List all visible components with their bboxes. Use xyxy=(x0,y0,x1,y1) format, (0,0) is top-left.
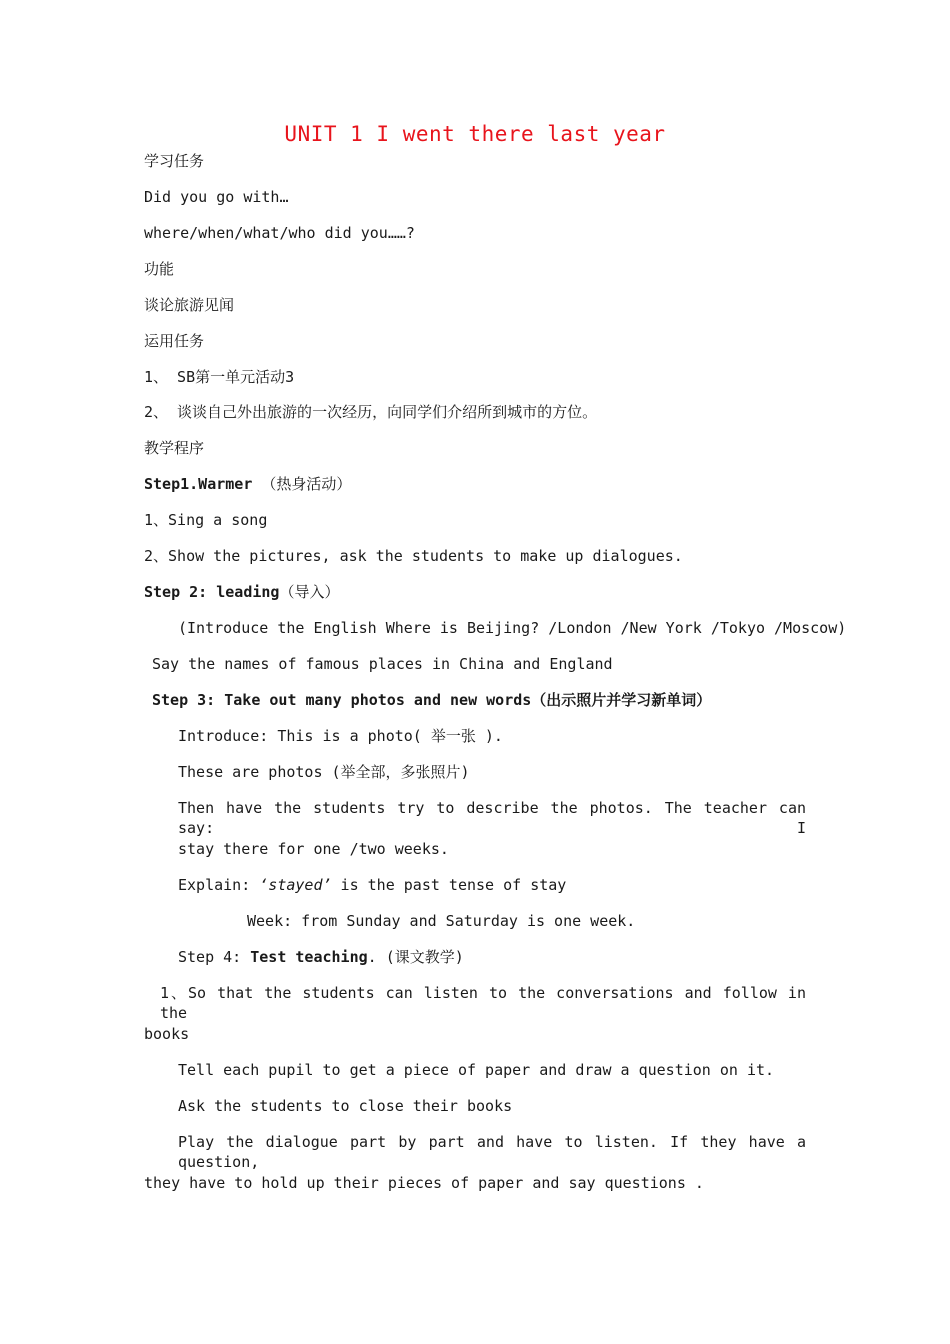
task-line-1: Did you go with… xyxy=(144,188,289,206)
function-heading: 功能 xyxy=(144,260,175,278)
step4-prefix: Step 4: xyxy=(178,948,251,966)
procedure-heading: 教学程序 xyxy=(144,439,205,457)
use-item-1: 1、 SB第一单元活动3 xyxy=(144,368,295,386)
step3-explain-word: ‘stayed’ xyxy=(259,876,332,894)
task-heading: 学习任务 xyxy=(144,152,205,170)
step4-item-1-line-2: books xyxy=(144,1025,190,1043)
step1-note: （热身活动） xyxy=(252,475,352,493)
step4-heading xyxy=(178,947,464,967)
step1-item-1: 1、Sing a song xyxy=(144,511,268,529)
step1-heading xyxy=(144,474,351,494)
function-text: 谈论旅游见闻 xyxy=(144,296,235,314)
step3-introduce: Introduce: This is a photo( 举一张 ). xyxy=(178,727,503,745)
step3-explain-rest: is the past tense of stay xyxy=(331,876,567,894)
step3-explain xyxy=(178,875,566,895)
step3-then-line-1: Then have the students try to describe the photos. The teacher can say: I xyxy=(178,799,806,837)
step2-heading xyxy=(144,582,339,602)
use-item-2: 2、 谈谈自己外出旅游的一次经历，向同学们介绍所到城市的方位。 xyxy=(144,403,598,421)
step3-explain-label: Explain: xyxy=(178,876,260,894)
step3-week: Week: from Sunday and Saturday is one week. xyxy=(247,912,636,930)
step4-tell: Tell each pupil to get a piece of paper and draw a question on it. xyxy=(178,1061,775,1079)
document-title: UNIT 1 I went there last year xyxy=(284,122,666,146)
step3-heading: Step 3: Take out many photos and new words（出示照片并学习新单词） xyxy=(152,691,712,709)
step1-item-2: 2、Show the pictures, ask the students to make up dialogues. xyxy=(144,547,683,565)
step1-label: Step1.Warmer xyxy=(144,475,253,493)
step4-item-1-line-1: 1、So that the students can listen to the conversations and follow in the xyxy=(160,984,806,1022)
step4-note: . (课文教学) xyxy=(367,948,464,966)
step4-play-line-2: they have to hold up their pieces of paper and say questions . xyxy=(144,1174,704,1192)
step2-note: （导入） xyxy=(279,583,340,601)
step2-text-2: Say the names of famous places in China and England xyxy=(152,655,613,673)
step3-then-line-2: stay there for one /two weeks. xyxy=(178,840,449,858)
use-heading: 运用任务 xyxy=(144,332,205,350)
step4-label: Test teaching xyxy=(250,948,368,966)
step2-text-1: (Introduce the English Where is Beijing? /London /New York /Tokyo /Moscow) xyxy=(178,619,847,637)
step2-label: Step 2: leading xyxy=(144,583,280,601)
step4-play-line-1: Play the dialogue part by part and have to listen. If they have a question, xyxy=(178,1133,806,1171)
step3-these: These are photos (举全部，多张照片) xyxy=(178,763,470,781)
step4-ask: Ask the students to close their books xyxy=(178,1097,513,1115)
task-line-2: where/when/what/who did you……? xyxy=(144,224,415,242)
